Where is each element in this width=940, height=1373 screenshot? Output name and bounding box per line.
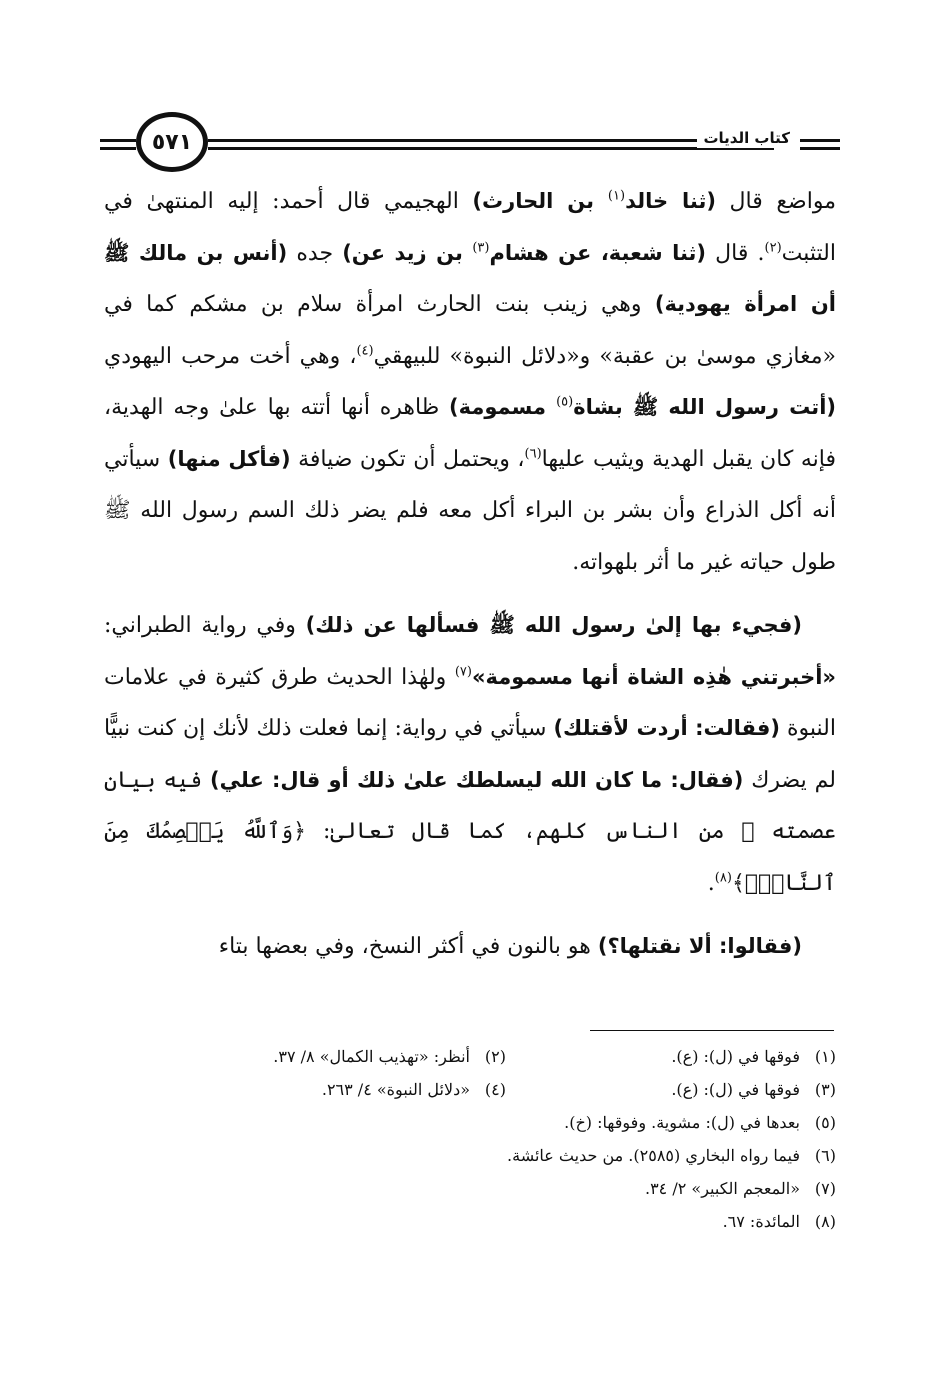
footnote [723, 1205, 836, 1238]
commentary-text: ، وهي أخت مرحب اليهودي [104, 343, 357, 369]
header-rule [800, 147, 840, 150]
header-rule [100, 139, 136, 142]
footnote-marker: (٦) [524, 446, 542, 462]
hadith-text: (فقالت: أردت لأقتلك) [553, 716, 780, 740]
commentary-text: سيأتي في رواية: إنما فعلت ذلك لأنك إن كنت نبيًّا لم يضرك [104, 716, 836, 793]
footnote-number: (٨) [814, 1212, 836, 1231]
footnote-text: فوقها في (ل): (ع). [671, 1080, 800, 1099]
footnote-number: (٧) [814, 1179, 836, 1198]
commentary-text: هو بالنون في أكثر النسخ، وفي بعضها بتاء [218, 934, 598, 959]
commentary-text: ولهٰذا الحديث طرق كثيرة في علامات النبوة [104, 664, 836, 741]
page-number: ٥٧١ [136, 112, 208, 172]
hadith-text: (فقالوا: ألا نقتلها؟) [597, 934, 802, 958]
hadith-text: بن الحارث) [472, 189, 608, 213]
footnote-row [104, 1139, 836, 1172]
footnote-marker: (١) [607, 188, 626, 204]
footnote [507, 1139, 836, 1172]
header-rule [208, 139, 774, 142]
commentary-text: الهجيمي قال أحمد: إليه المنتهىٰ في التثبت [104, 189, 836, 266]
commentary-text: سيأتي أنه أكل الذراع وأن بشر بن البراء أكل معه فلم يضر ذلك السم رسول الله ﷺ طول حياته غير ما أثر بلهواته. [104, 446, 836, 575]
commentary-text: وفي رواية الطبراني: [104, 613, 306, 638]
footnote-marker: (٥) [556, 394, 574, 410]
commentary-text: جده [287, 240, 343, 266]
footnote-row [104, 1073, 836, 1106]
footnote [564, 1106, 836, 1139]
footnote-separator [590, 1030, 834, 1031]
footnote-text: المائدة: ٦٧. [722, 1212, 800, 1231]
footnote-text: «المعجم الكبير» ٢/ ٣٤. [644, 1179, 800, 1198]
footnote-number: (٣) [814, 1080, 836, 1099]
footnote-number: (٦) [814, 1146, 836, 1165]
commentary-text: . [707, 870, 715, 896]
footnote [176, 1040, 506, 1073]
hadith-text: (ثنا خالد [625, 189, 716, 213]
hadith-text: «أخبرتني هٰذِه الشاة أنها مسمومة» [471, 664, 836, 689]
footnotes [104, 1040, 836, 1238]
hadith-text: (أنس بن مالك ﷺ أن امرأة يهودية) [104, 240, 837, 316]
footnote-number: (٢) [484, 1047, 506, 1066]
main-text [104, 176, 836, 973]
running-title: كتاب الديات [697, 128, 796, 148]
footnote-number: (١) [814, 1047, 836, 1066]
paragraph [104, 921, 836, 973]
commentary-text: مواضع قال [715, 189, 836, 214]
hadith-text: (فجيء بها إلىٰ رسول الله ﷺ فسألها عن ذلك) [305, 613, 803, 637]
commentary-text: وهي زينب بنت الحارث امرأة سلام بن مشكم كما في «مغازي موسىٰ بن عقبة» و«دلائل النبوة» للبيهقي [104, 292, 836, 369]
hadith-text: (ثنا شعبة، عن هشام [489, 240, 707, 265]
hadith-text: مسمومة) [449, 395, 557, 419]
hadith-text: (أتت رسول الله ﷺ بشاة [573, 395, 836, 419]
footnote [506, 1040, 836, 1073]
footnote-row [104, 1172, 836, 1205]
footnote-marker: (٤) [356, 343, 374, 359]
footnote-text: فوقها في (ل): (ع). [671, 1047, 800, 1066]
paragraph [104, 600, 836, 909]
footnote-marker: (٨) [714, 870, 732, 886]
footnote-text: أنظر: «تهذيب الكمال» ٨/ ٣٧. [273, 1047, 470, 1066]
footnote-number: (٥) [814, 1113, 836, 1132]
header-rule [100, 147, 136, 150]
commentary-text: . قال [706, 240, 765, 266]
hadith-text: (فقال: ما كان الله ليسلطك علىٰ ذلك أو قال: علي) [210, 767, 744, 792]
hadith-text: بن زيد عن) [342, 240, 473, 265]
footnote [506, 1073, 836, 1106]
footnote-text: بعدها في (ل): مشوية. وفوقها: (خ). [564, 1113, 800, 1132]
commentary-text: فيه بيان عصمته ﷺ من الناس كلهم، كما قال تعالىٰ: ﴿وَٱللَّهُ يَعۡصِمُكَ مِنَ ٱلنَّاسِۗ﴾ [104, 767, 836, 896]
footnote-marker: (٢) [764, 240, 782, 256]
page-header [100, 112, 840, 176]
footnote-marker: (٧) [454, 664, 472, 680]
hadith-text: (فأكل منها) [167, 446, 291, 471]
header-rule [800, 139, 840, 142]
footnote [176, 1073, 506, 1106]
footnote-text: «دلائل النبوة» ٤/ ٢٦٣. [321, 1080, 470, 1099]
footnote-row [104, 1106, 836, 1139]
footnote [645, 1172, 836, 1205]
footnote-text: فيما رواه البخاري (٢٥٨٥). من حديث عائشة. [507, 1146, 800, 1165]
footnote-number: (٤) [484, 1080, 506, 1099]
header-rule [208, 147, 774, 150]
paragraph [104, 176, 836, 588]
commentary-text: ظاهره أنها أتته بها علىٰ وجه الهدية، فإنه كان يقبل الهدية ويثيب عليها [104, 395, 836, 472]
footnote-row [104, 1040, 836, 1073]
footnote-marker: (٣) [472, 240, 490, 256]
commentary-text: ، ويحتمل أن تكون ضيافة [290, 446, 525, 472]
footnote-row [104, 1205, 836, 1238]
